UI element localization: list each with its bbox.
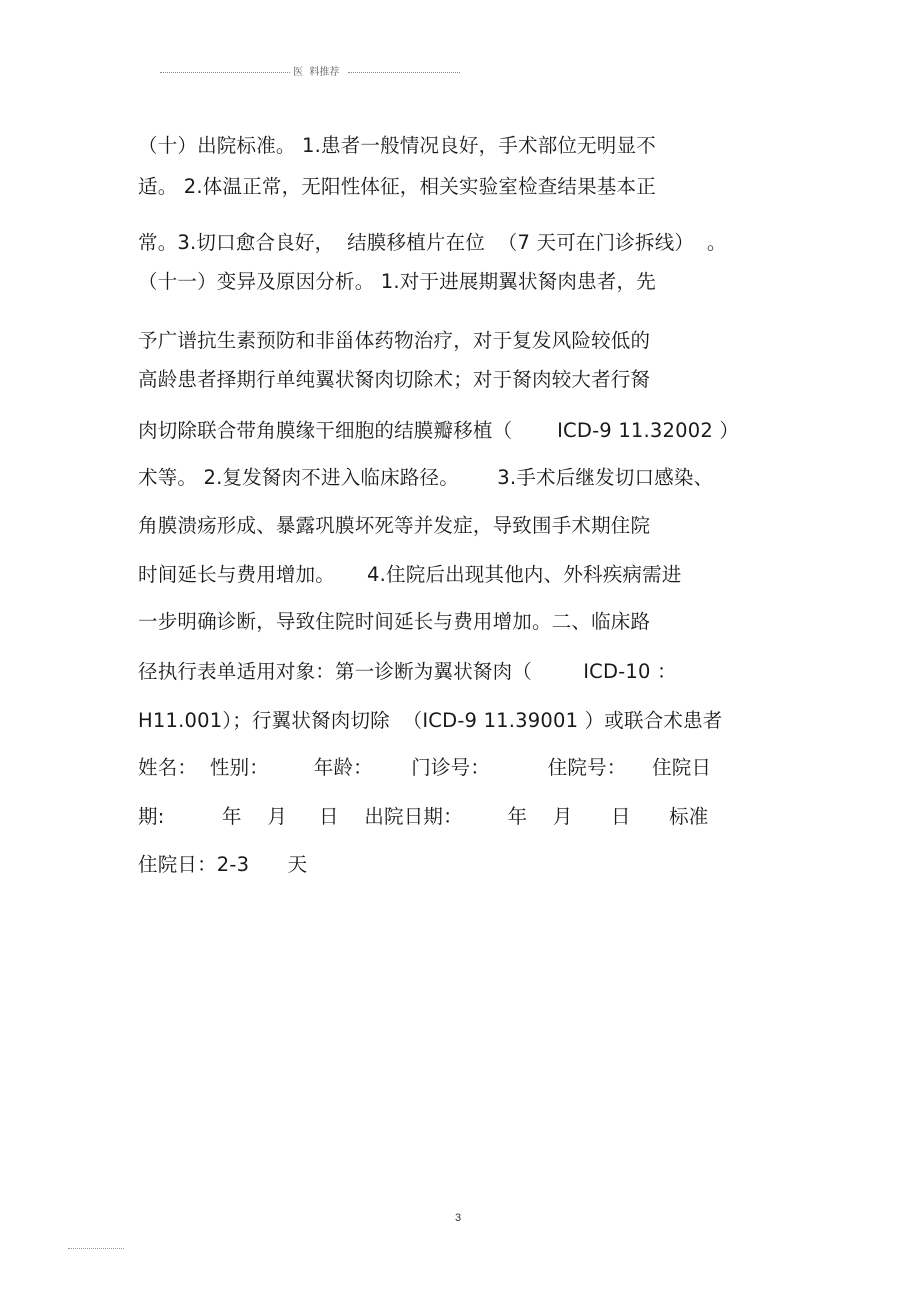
header-running-title: 医 料推荐 [293, 67, 340, 78]
body-line: （十）出院标准。 1.患者一般情况良好，手术部位无明显不 [138, 134, 656, 157]
body-line: 术等。 2.复发胬肉不进入临床路径。 3.手术后继发切口感染、 [138, 466, 714, 489]
body-line: H11.001）；行翼状胬肉切除 （ICD-9 11.39001 ）或联合术患者 [138, 709, 723, 732]
header-dotted-rule-right [348, 72, 460, 73]
body-line: 适。 2.体温正常，无阳性体征，相关实验室检查结果基本正 [138, 175, 656, 198]
body-line: 高龄患者择期行单纯翼状胬肉切除术；对于胬肉较大者行胬 [138, 368, 651, 391]
body-line: 住院日：2-3 天 [138, 853, 308, 876]
page-number: 3 [455, 1212, 462, 1224]
body-line: 径执行表单适用对象：第一诊断为翼状胬肉（ ICD-10 ： [138, 660, 677, 683]
footer-dotted-rule [68, 1248, 124, 1249]
body-line: 时间延长与费用增加。 4.住院后出现其他内、外科疾病需进 [138, 563, 682, 586]
body-line: 姓名： 性别： 年龄： 门诊号： 住院号： 住院日 [138, 756, 712, 779]
header-dotted-rule-left [160, 72, 290, 73]
body-line: 肉切除联合带角膜缘干细胞的结膜瓣移植（ ICD-9 11.32002 ） [138, 419, 740, 442]
body-line: 一步明确诊断，导致住院时间延长与费用增加。二、临床路 [138, 610, 651, 633]
body-line: 角膜溃疡形成、暴露巩膜坏死等并发症，导致围手术期住院 [138, 514, 651, 537]
page-header [160, 66, 460, 80]
body-line: 予广谱抗生素预防和非甾体药物治疗，对于复发风险较低的 [138, 329, 651, 352]
body-line: （十一）变异及原因分析。 1.对于进展期翼状胬肉患者，先 [138, 270, 656, 293]
body-line: 常。3.切口愈合良好， 结膜移植片在位 （7 天可在门诊拆线） 。 [138, 231, 727, 254]
body-line: 期: 年 月 日 出院日期： 年 月 日 标准 [138, 805, 709, 828]
